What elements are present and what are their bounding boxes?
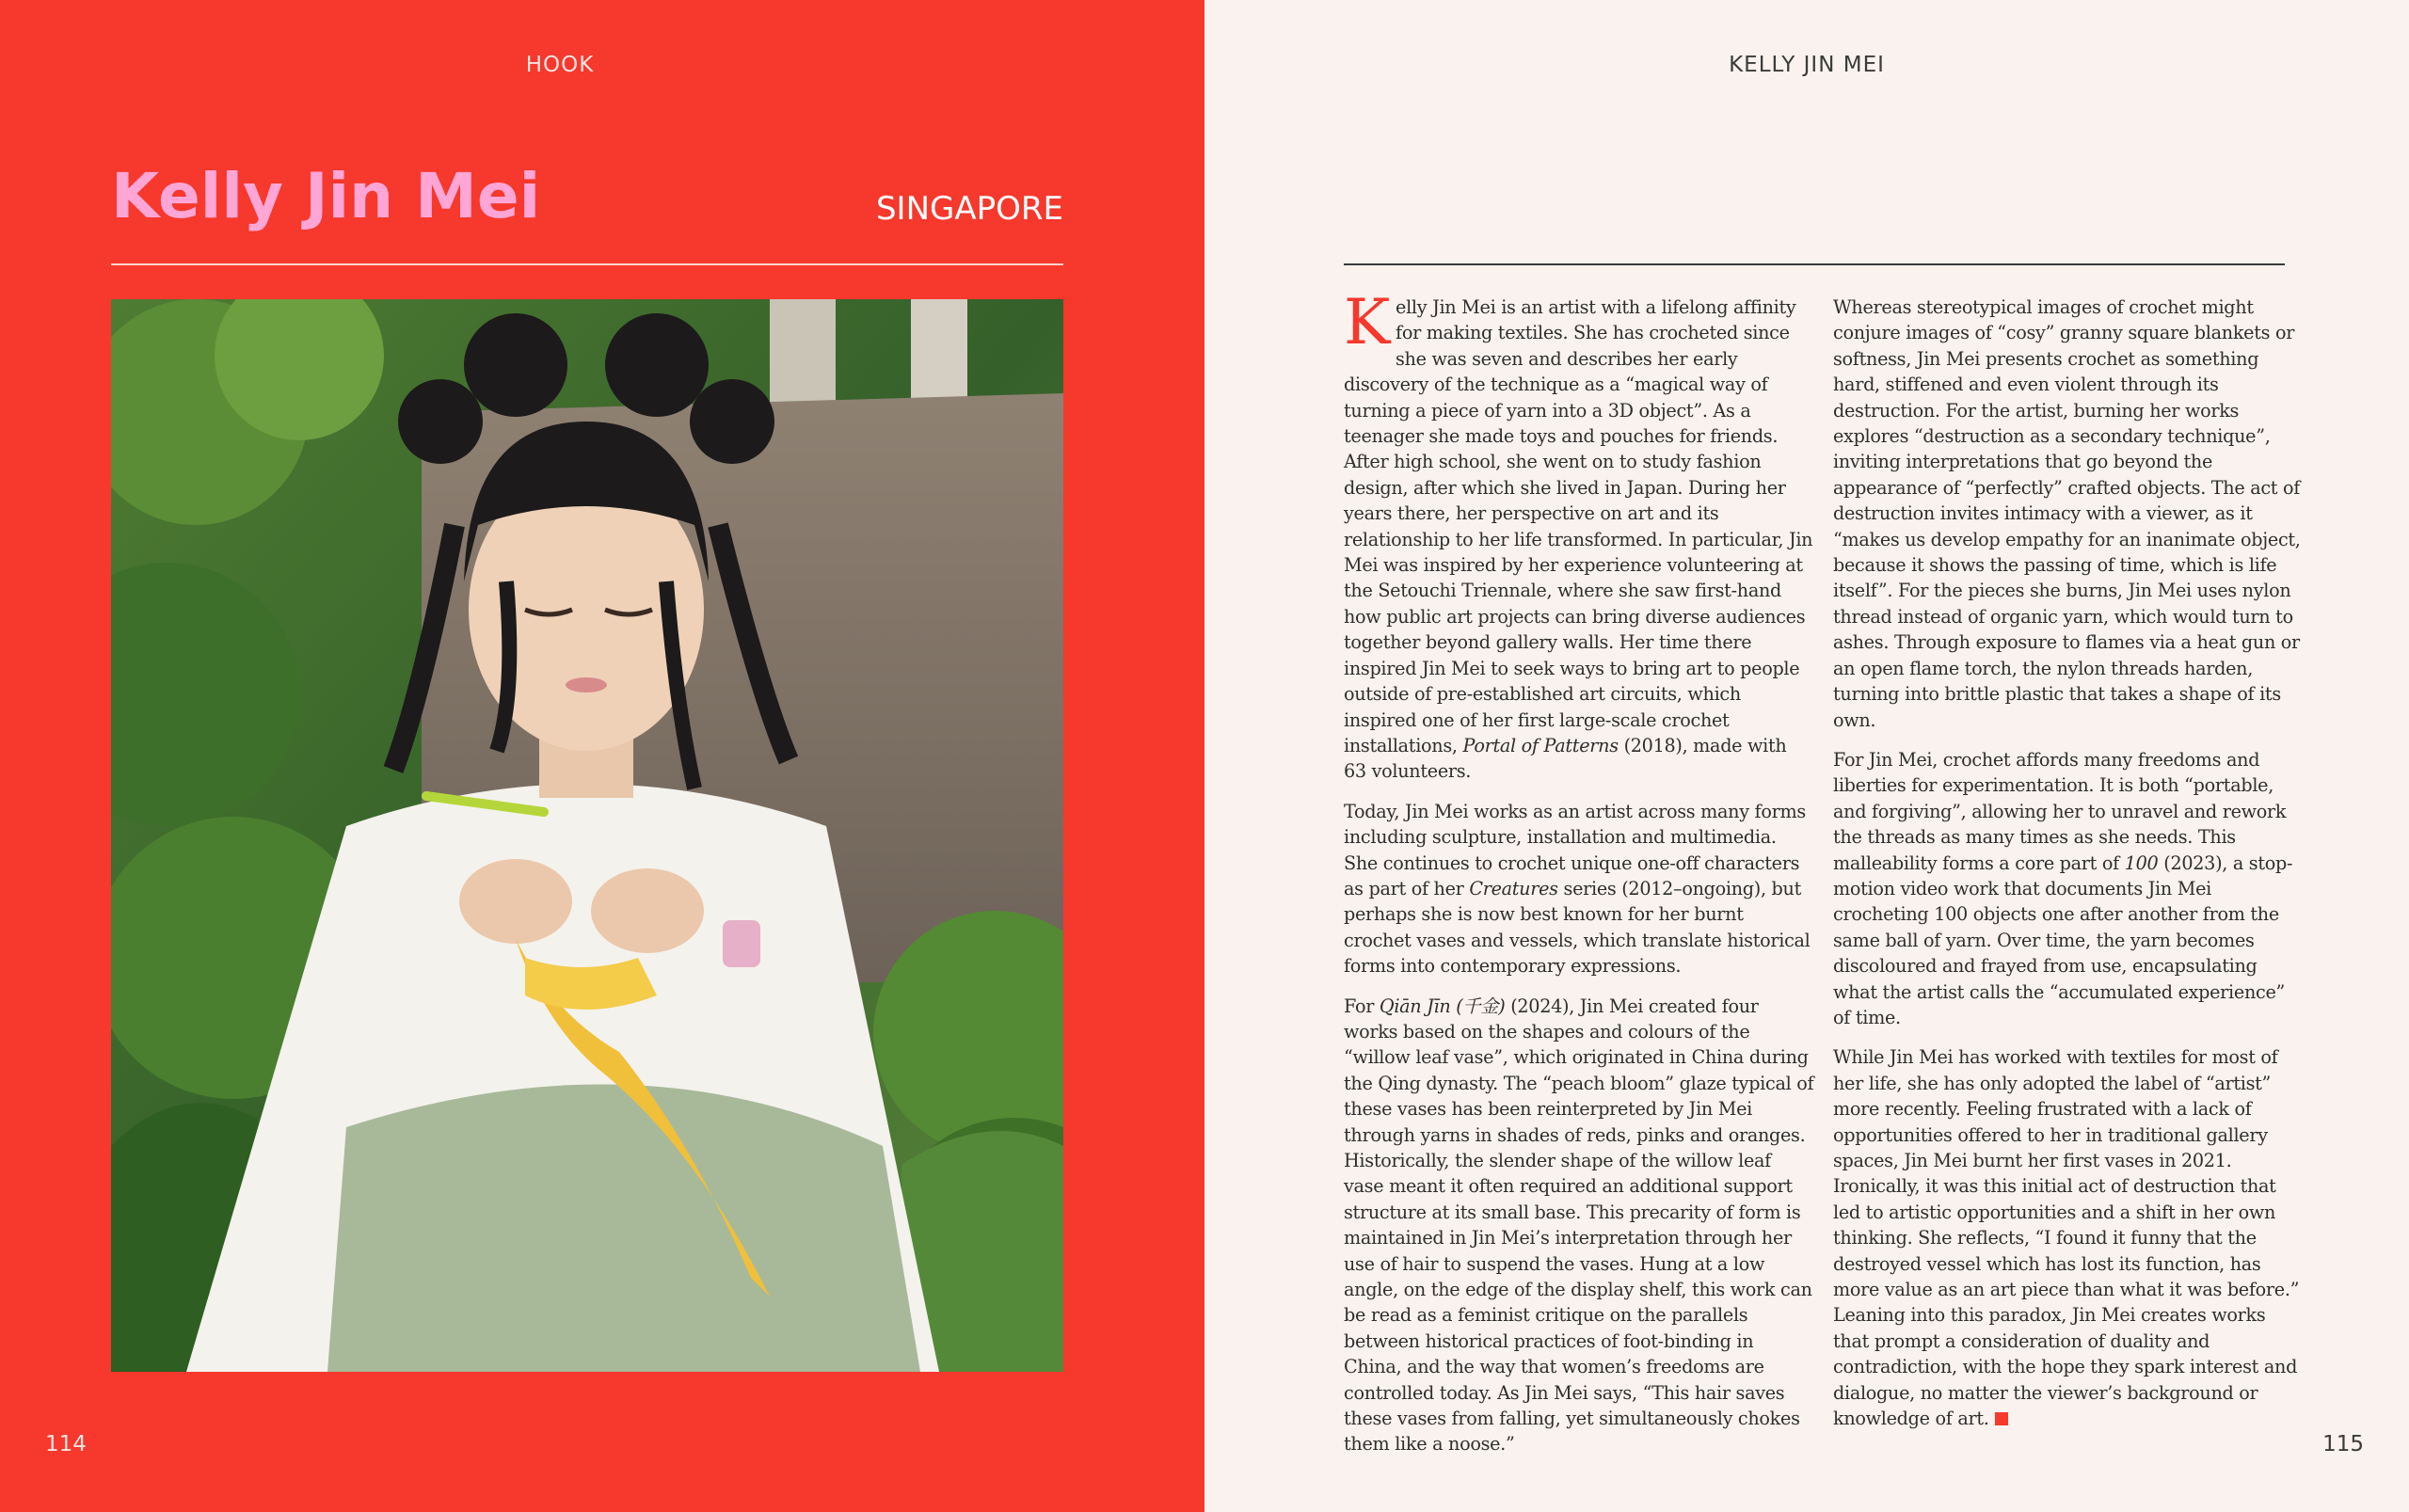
portrait-illustration: [111, 299, 1063, 1372]
paragraph-text: elly Jin Mei is an artist with a lifelong affinity for making textiles. She has crocheted since she was seven and describes her early discovery of the technique as a “magical way of turning a piece of yarn into a 3D object”. As a teenager she made toys and pouches for friends. After high school, she went on to study fashion design, after which she lived in Japan. During her years there, her perspective on art and its relationship to her life transformed. In particular, Jin Mei was inspired by her experience volunteering at the Setouchi Triennale, where she saw first-hand how public art projects can bring diverse audiences together beyond gallery walls. Her time there inspired Jin Mei to seek ways to bring art to people outside of pre-established art circuits, which inspired one of her first large-scale crochet installations,: [1344, 296, 1813, 756]
paragraph: [1344, 799, 1814, 979]
paragraph-text: Today, Jin Mei works as an artist across many forms including sculpture, installation and multimedia. She continues to crochet unique one-off characters as part of her: [1344, 800, 1806, 899]
paragraph: [1833, 294, 2304, 733]
article-column-2: [1833, 294, 2304, 1445]
paragraph: [1833, 747, 2304, 1030]
header-rule-left: [111, 263, 1063, 265]
paragraph-text: While Jin Mei has worked with textiles for most of her life, she has only adopted the label of “artist” more recently. Feeling frustrated with a lack of opportunities offered to her in traditional gallery spaces, Jin Mei burnt her first vases in 2021. Ironically, it was this initial act of destruction that led to artistic opportunities and a shift in her own thinking. She reflects, “I found it funny that the destroyed vessel which has lost its function, has more value as an art piece than what it was before.” Leaning into this paradox, Jin Mei creates works that prompt a consideration of duality and contradiction, with the hope they spark interest and dialogue, no matter the viewer’s background or knowledge of art.: [1833, 1046, 2300, 1430]
page-number-left: 114: [45, 1432, 87, 1456]
paragraph-text: For: [1344, 995, 1380, 1017]
drop-cap: K: [1344, 286, 1391, 358]
right-page: [1204, 0, 2409, 1512]
paragraph-text: For Jin Mei, crochet affords many freedoms and liberties for experimentation. It is both “portable, and forgiving”, allowing her to unravel and rework the threads as many times as she needs. This malleability forms a core part of: [1833, 748, 2287, 874]
article-column-1: [1344, 286, 1814, 1472]
left-page: [0, 0, 1204, 1512]
artwork-title: Portal of Patterns: [1462, 734, 1619, 756]
paragraph: [1833, 1044, 2304, 1431]
artist-portrait-photo: [111, 299, 1063, 1372]
running-head-right: KELLY JIN MEI: [1729, 53, 1885, 77]
paragraph: [1344, 286, 1814, 785]
paragraph: [1344, 994, 1814, 1457]
artwork-title: Creatures: [1469, 877, 1558, 899]
page-number-right: 115: [2322, 1432, 2364, 1456]
paragraph-text: (2018), made with 63 volunteers.: [1344, 734, 1787, 783]
paragraph-text: (2023), a stop-motion video work that documents Jin Mei crocheting 100 objects one after another from the same ball of yarn. Over time, the yarn becomes discoloured and frayed from use, encapsulating what the artist calls the “accumulated experience” of time.: [1833, 851, 2293, 1028]
paragraph-text: (2024), Jin Mei created four works based on the shapes and colours of the “willow leaf vase”, which originated in China during the Qing dynasty. The “peach bloom” glaze typical of these vases has been reinterpreted by Jin Mei through yarns in shades of reds, pinks and oranges. Historically, the slender shape of the willow leaf vase meant it often required an additional support structure at its small base. This precarity of form is maintained in Jin Mei’s interpretation through her use of hair to suspend the vases. Hung at a low angle, on the edge of the display shelf, this work can be read as a feminist critique on the parallels between historical practices of foot-binding in China, and the way that women’s freedoms are controlled today. As Jin Mei says, “This hair saves these vases from falling, yet simultaneously chokes them like a noose.”: [1344, 995, 1814, 1456]
artist-name: Kelly Jin Mei: [111, 160, 541, 232]
header-rule-right: [1344, 263, 2285, 265]
artwork-title: 100: [2124, 851, 2159, 874]
end-of-article-mark: [1995, 1412, 2008, 1425]
artwork-title: Qiān Jīn (千金): [1379, 995, 1506, 1017]
paragraph-text: Whereas stereotypical images of crochet might conjure images of “cosy” granny square blankets or softness, Jin Mei presents crochet as something hard, stiffened and even violent through its destruction. For the artist, burning her works explores “destruction as a secondary technique”, inviting interpretations that go beyond the appearance of “perfectly” crafted objects. The act of destruction invites intimacy with a viewer, as it “makes us develop empathy for an inanimate object, because it shows the passing of time, which is life itself”. For the pieces she burns, Jin Mei uses nylon thread instead of organic yarn, which would turn to ashes. Through exposure to flames via a heat gun or an open flame torch, the nylon threads harden, turning into brittle plastic that takes a shape of its own.: [1833, 296, 2301, 731]
artist-country: SINGAPORE: [875, 190, 1063, 228]
running-head-left: HOOK: [525, 53, 595, 77]
paragraph-text: series (2012–ongoing), but perhaps she is now best known for her burnt crochet vases and vessels, which translate historical forms into contemporary expressions.: [1344, 877, 1811, 978]
